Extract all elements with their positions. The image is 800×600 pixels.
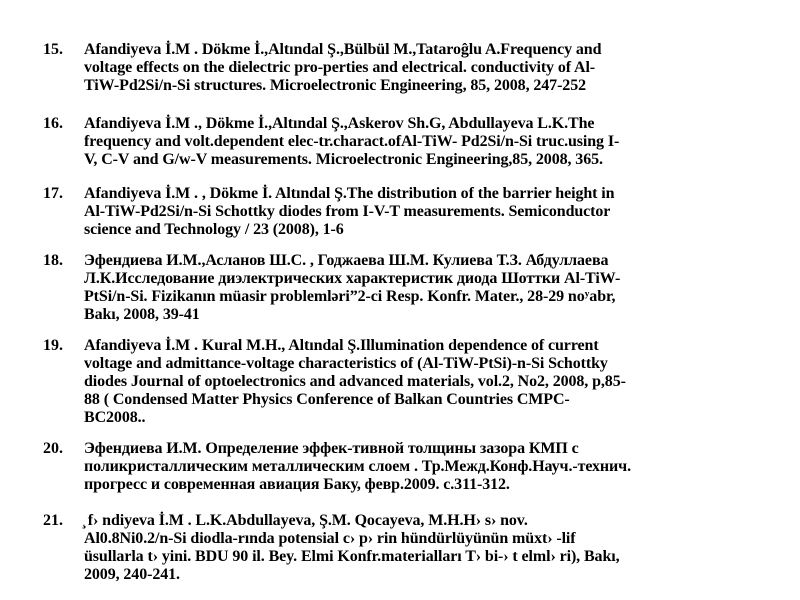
reference-text: Afandiyeva İ.M . Kural M.H., Altındal Ş.Illumination dependence of current voltage and admittance-voltage characteristics of (Al-TiW-PtSi)-n-Si Schottky diodes Journal of optoelectronics and advanced materials, vol.2, No2, 2008, p,85- 88 ( Condensed Matter Physics Conference of Balkan Countries CMPC- BC2008.. [84,337,626,426]
reference-number: 15. [43,41,63,58]
reference-number: 21. [43,512,63,529]
reference-text: Эфендиева И.М. Определение эффек-тивной толщины зазора КМП с поликристаллическим металлическим слоем . Тр.Межд.Конф.Науч.-технич. прогресс и современная авиация Баку, февр.2009. с.311-312. [84,440,631,493]
reference-text: Afandiyeva İ.M . , Dökme İ. Altındal Ş.The distribution of the barrier height in Al-TiW-Pd2Si/n-Si Schottky diodes from I-V-T measurements. Semiconductor science and Technology / 23 (2008), 1-6 [84,185,615,238]
reference-text: Эфендиева И.М.,Асланов Ш.С. , Годжаева Ш.М. Кулиева Т.З. Абдуллаева Л.К.Исследование диэлектрических характеристик диода Шоттки Al-TiW- PtSi/n-Si. Fizikanın müasir problemləri”2-ci Resp. Konfr. Mater., 28-29 noʸabr, Bakı, 2008, 39-41 [84,252,621,323]
reference-number: 16. [43,115,63,132]
reference-number: 19. [43,337,63,354]
reference-text: Afandiyeva İ.M ., Dökme İ.,Altındal Ş.,Askerov Sh.G, Abdullayeva L.K.The frequency and volt.dependent elec-tr.charact.ofAl-TiW- Pd2Si/n-Si truc.using I- V, C-V and G/w-V measurements. Microelectronic Engineering,85, 2008, 365. [84,115,620,168]
reference-number: 18. [43,252,63,269]
reference-number: 20. [43,440,63,457]
reference-text: Afandiyeva İ.M . Dökme İ.,Altındal Ş.,Bülbül M.,Tataroĝlu A.Frequency and voltage effects on the dielectric pro-perties and electrical. conductivity of Al- TiW-Pd2Si/n-Si structures. Microelectronic Engineering, 85, 2008, 247-252 [84,41,602,94]
reference-number: 17. [43,185,63,202]
reference-text: ̧ f› ndiyeva İ.M . L.K.Abdullayeva, Ş.M. Qocayeva, M.H.H› s› nov. Al0.8Ni0.2/n-Si diodla-rında potensial c› p› rin hündürlüyünün müxt› -lif üsullarla t› yini. BDU 90 il. Bey. Elmi Konfr.materialları T› bi-› t elml› ri), Bakı, 2009, 240-241. [83,512,620,583]
